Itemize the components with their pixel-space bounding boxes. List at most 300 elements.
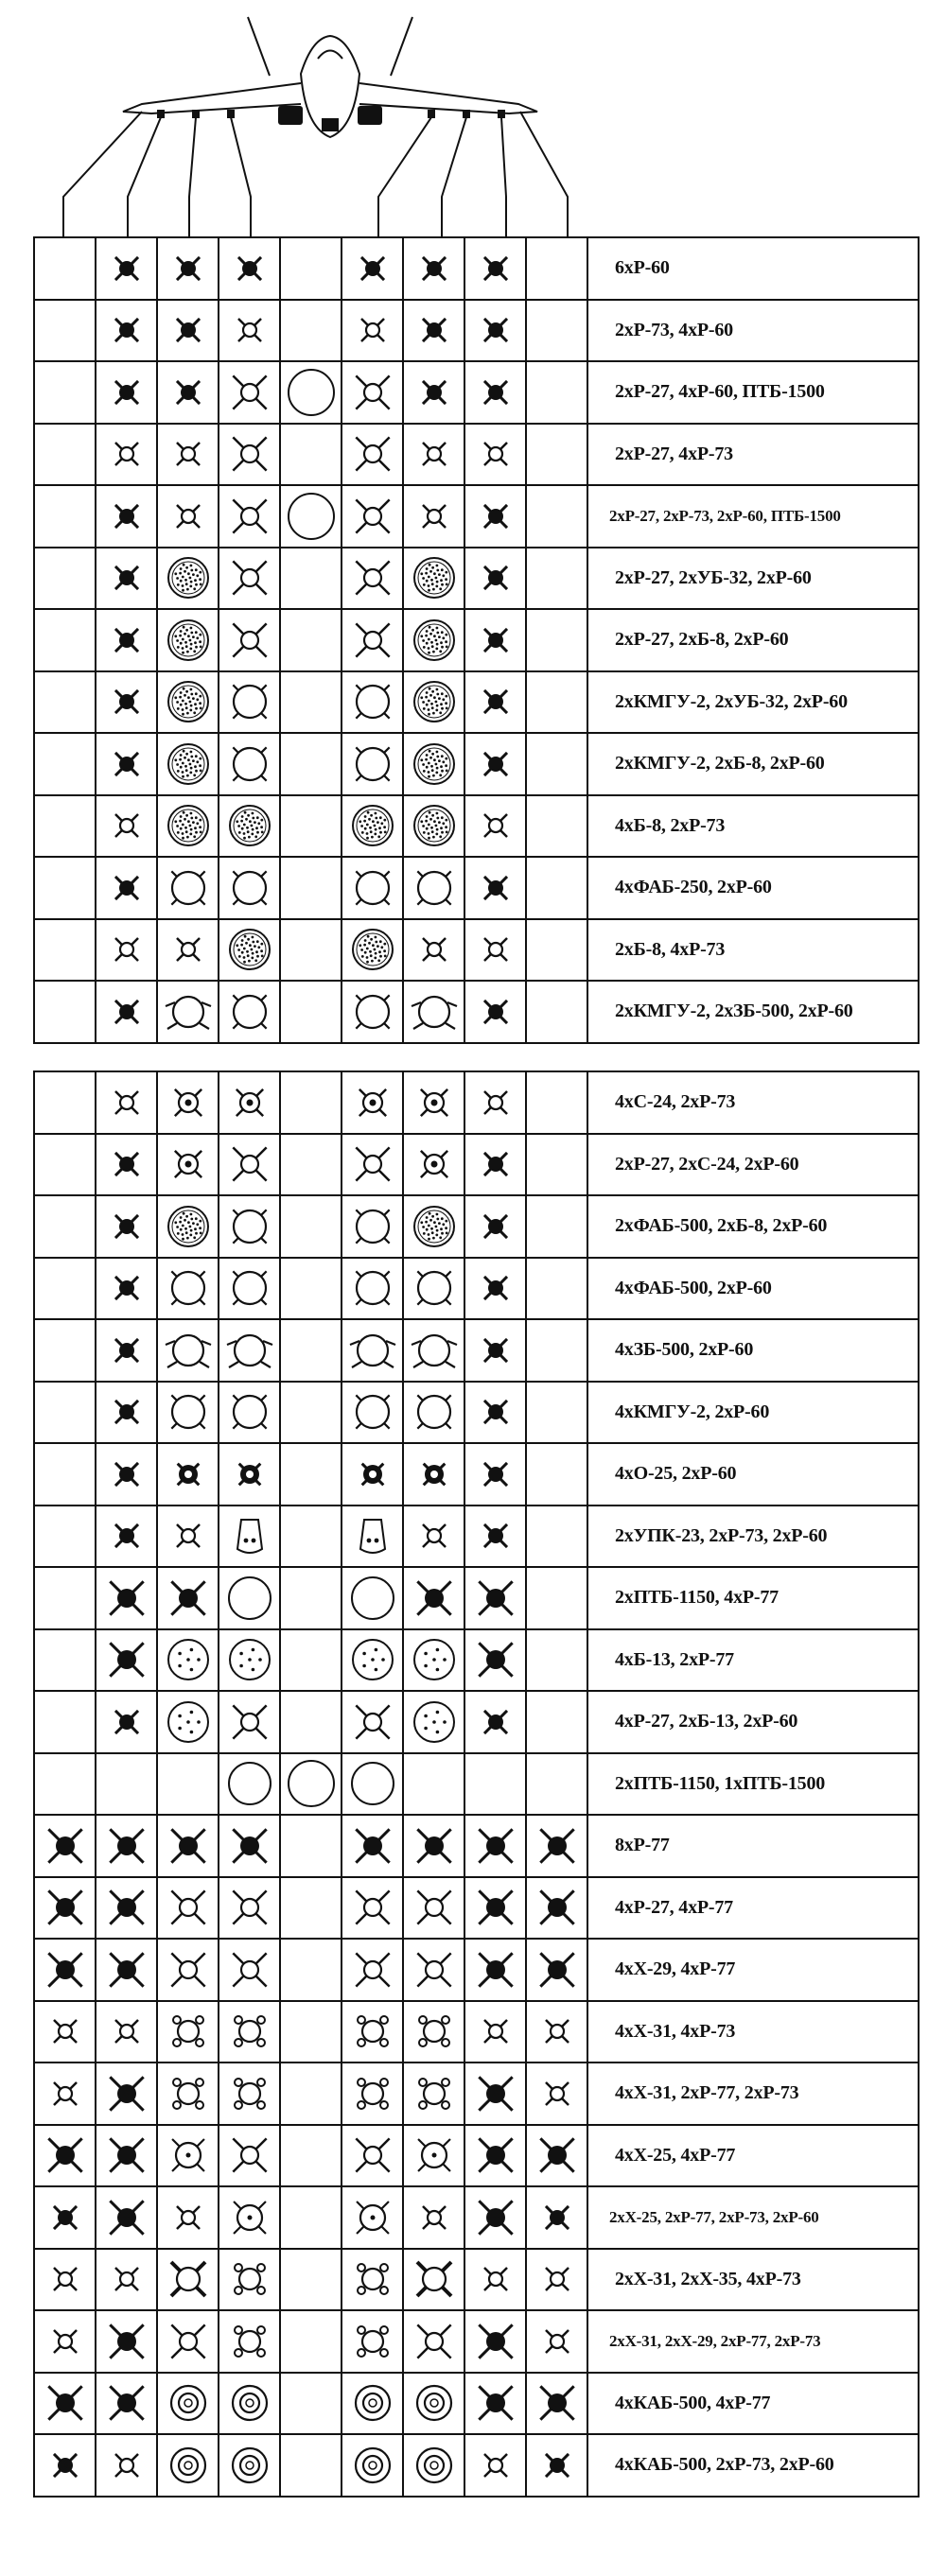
station-cell	[281, 486, 342, 547]
station-cell	[219, 858, 281, 918]
small-missile-open-icon	[101, 2006, 152, 2057]
loadout-row	[35, 1692, 920, 1754]
small-missile-open-icon	[101, 924, 152, 975]
small-missile-open-icon	[40, 2254, 91, 2305]
station-cell	[35, 982, 96, 1042]
small-missile-filled-icon	[101, 986, 152, 1037]
station-cell	[527, 1692, 588, 1752]
large-missile-open-icon	[224, 367, 275, 418]
fuel-tank-icon	[286, 491, 337, 542]
station-cell	[35, 1196, 96, 1257]
station-cell	[96, 1072, 158, 1133]
station-cell	[219, 982, 281, 1042]
station-cell	[219, 2311, 281, 2372]
station-cell	[342, 425, 404, 485]
station-cell	[404, 548, 465, 609]
large-missile-filled-icon	[101, 1820, 152, 1871]
station-cell	[465, 486, 527, 547]
large-missile-filled-icon	[470, 2130, 521, 2181]
station-cell	[527, 362, 588, 423]
loadout-row	[35, 548, 920, 611]
large-missile-open-icon	[409, 1882, 460, 1933]
station-cell	[281, 1754, 342, 1815]
station-cell	[96, 2250, 158, 2310]
station-cell	[219, 1506, 281, 1567]
station-cell	[35, 548, 96, 609]
station-cell	[342, 2126, 404, 2186]
station-cell	[465, 920, 527, 981]
large-missile-open-icon	[347, 552, 398, 603]
small-missile-filled-icon	[101, 1510, 152, 1561]
loadout-label: 4хФАБ-250, 2хР-60	[588, 858, 920, 918]
small-missile-filled-icon	[101, 1139, 152, 1190]
large-missile-open-icon	[224, 1697, 275, 1748]
station-cell	[404, 1692, 465, 1752]
winged-bomb-icon	[347, 1325, 398, 1376]
station-cell	[404, 1878, 465, 1939]
loadout-label: 4хХ-29, 4хР-77	[588, 1940, 920, 2000]
station-cell	[96, 1196, 158, 1257]
station-cell	[35, 425, 96, 485]
station-cell	[465, 1754, 527, 1815]
station-cell	[527, 238, 588, 299]
large-missile-filled-icon	[163, 1820, 214, 1871]
canopy	[318, 51, 342, 60]
large-missile-open-icon	[347, 1139, 398, 1190]
station-cell	[342, 2187, 404, 2248]
station-cell	[342, 301, 404, 361]
bomb-icon	[347, 986, 398, 1037]
rocket-pod-icon	[224, 800, 275, 851]
station-cell	[96, 1259, 158, 1319]
station-cell	[465, 2374, 527, 2434]
station-cell	[465, 1072, 527, 1133]
station-cell	[96, 425, 158, 485]
station-cell	[465, 1383, 527, 1443]
large-missile-open-icon	[347, 1944, 398, 1995]
loadout-label: 2хПТБ-1150, 1хПТБ-1500	[588, 1754, 920, 1815]
station-cell	[96, 548, 158, 609]
station-cell	[465, 796, 527, 857]
rocket-pod-icon	[163, 676, 214, 727]
kh25-missile-icon	[224, 2192, 275, 2243]
large-missile-filled-icon	[470, 2316, 521, 2367]
station-cell	[158, 2311, 219, 2372]
guided-bomb-icon	[163, 2440, 214, 2491]
loadout-label: 2хР-27, 2хР-73, 2хР-60, ПТБ-1500	[588, 486, 920, 547]
station-cell	[465, 1196, 527, 1257]
station-cell	[219, 2126, 281, 2186]
station-cell	[96, 1940, 158, 2000]
large-missile-filled-icon	[163, 1573, 214, 1624]
station-cell	[527, 858, 588, 918]
station-cell	[35, 301, 96, 361]
winged-bomb-icon	[409, 986, 460, 1037]
station-cell	[342, 1196, 404, 1257]
large-missile-filled-icon	[101, 2316, 152, 2367]
station-cell	[527, 1754, 588, 1815]
loadout-label: 4хХ-31, 2хР-77, 2хР-73	[588, 2063, 920, 2124]
small-missile-filled-icon	[470, 986, 521, 1037]
small-missile-filled-icon	[470, 1201, 521, 1252]
large-missile-filled-icon	[532, 2130, 583, 2181]
station-cell	[465, 362, 527, 423]
fuel-tank-icon	[347, 1573, 398, 1624]
station-cell	[281, 548, 342, 609]
station-cell	[281, 425, 342, 485]
station-cell	[219, 362, 281, 423]
station-cell	[404, 858, 465, 918]
station-cell	[527, 1940, 588, 2000]
station-cell	[527, 1196, 588, 1257]
station-cell	[465, 2250, 527, 2310]
station-cell	[342, 2063, 404, 2124]
station-cell	[404, 486, 465, 547]
o25-rocket-icon	[224, 1449, 275, 1500]
loadout-row	[35, 362, 920, 425]
large-missile-open-icon	[163, 1882, 214, 1933]
kh31-missile-icon	[347, 2316, 398, 2367]
station-cell	[281, 1072, 342, 1133]
small-missile-filled-icon	[101, 1201, 152, 1252]
station-cell	[158, 1940, 219, 2000]
station-cell	[158, 1444, 219, 1505]
station-cell	[342, 1320, 404, 1381]
bomb-icon	[409, 1262, 460, 1314]
bomb-icon	[224, 676, 275, 727]
station-cell	[527, 2250, 588, 2310]
small-missile-filled-icon	[470, 367, 521, 418]
large-missile-filled-icon	[470, 1573, 521, 1624]
station-cell	[96, 1754, 158, 1815]
station-cell	[281, 301, 342, 361]
station-cell	[527, 796, 588, 857]
small-missile-filled-icon	[101, 1325, 152, 1376]
station-cell	[404, 1568, 465, 1628]
small-missile-filled-icon	[101, 1697, 152, 1748]
large-missile-open-icon	[347, 1697, 398, 1748]
small-missile-open-icon	[163, 924, 214, 975]
small-missile-open-icon	[409, 924, 460, 975]
station-cell	[158, 858, 219, 918]
station-cell	[465, 1135, 527, 1195]
large-missile-filled-icon	[40, 1944, 91, 1995]
large-missile-open-icon	[224, 1882, 275, 1933]
guided-bomb-icon	[347, 2440, 398, 2491]
bomb-icon	[163, 1262, 214, 1314]
station-cell	[219, 672, 281, 733]
station-cell	[158, 982, 219, 1042]
loadout-label: 4хКМГУ-2, 2хР-60	[588, 1383, 920, 1443]
station-cell	[465, 734, 527, 794]
station-cell	[527, 2187, 588, 2248]
large-missile-filled-icon	[101, 2130, 152, 2181]
station-cell	[465, 1444, 527, 1505]
loadout-row	[35, 672, 920, 735]
station-cell	[281, 2250, 342, 2310]
station-cell	[342, 1754, 404, 1815]
station-cell	[404, 982, 465, 1042]
station-cell	[281, 1878, 342, 1939]
bomb-icon	[224, 986, 275, 1037]
station-cell	[96, 1630, 158, 1691]
station-cell	[219, 1259, 281, 1319]
station-cell	[35, 486, 96, 547]
small-missile-open-icon	[163, 491, 214, 542]
station-cell	[96, 734, 158, 794]
station-cell	[96, 2002, 158, 2063]
fuel-tank-icon	[224, 1758, 275, 1809]
station-cell	[342, 1940, 404, 2000]
loadout-label: 4хС-24, 2хР-73	[588, 1072, 920, 1133]
loadout-row	[35, 2063, 920, 2126]
large-missile-open-icon	[224, 2130, 275, 2181]
station-cell	[281, 1568, 342, 1628]
station-cell	[342, 2250, 404, 2310]
station-cell	[404, 672, 465, 733]
small-missile-filled-icon	[470, 1697, 521, 1748]
station-cell	[527, 1320, 588, 1381]
station-cell	[35, 2435, 96, 2496]
station-cell	[404, 2311, 465, 2372]
small-missile-open-icon	[347, 305, 398, 356]
left-wing	[123, 83, 301, 113]
loadout-label: 4хХ-31, 4хР-73	[588, 2002, 920, 2063]
guided-bomb-icon	[409, 2440, 460, 2491]
station-cell	[404, 2063, 465, 2124]
loadout-row	[35, 1196, 920, 1259]
station-cell	[342, 1630, 404, 1691]
station-cell	[219, 1444, 281, 1505]
bomb-icon	[409, 1386, 460, 1437]
station-cell	[35, 1568, 96, 1628]
large-missile-open-icon	[347, 615, 398, 666]
station-cell	[281, 1259, 342, 1319]
station-cell	[342, 858, 404, 918]
station-cell	[465, 1320, 527, 1381]
kh35-missile-icon	[409, 2254, 460, 2305]
station-cell	[527, 2374, 588, 2434]
station-cell	[219, 548, 281, 609]
loadout-row	[35, 425, 920, 487]
station-cell	[35, 796, 96, 857]
station-cell	[219, 2374, 281, 2434]
kh31-missile-icon	[163, 2006, 214, 2057]
small-missile-filled-icon	[470, 676, 521, 727]
small-missile-open-icon	[409, 2192, 460, 2243]
kh31-missile-icon	[347, 2254, 398, 2305]
kh25-missile-icon	[409, 2130, 460, 2181]
station-cell	[158, 2187, 219, 2248]
kh35-missile-icon	[163, 2254, 214, 2305]
station-cell	[158, 548, 219, 609]
large-missile-filled-icon	[409, 1573, 460, 1624]
station-cell	[281, 858, 342, 918]
guided-bomb-icon	[224, 2377, 275, 2428]
station-cell	[158, 1072, 219, 1133]
station-cell	[96, 2374, 158, 2434]
loadout-label: 2хР-27, 4хР-60, ПТБ-1500	[588, 362, 920, 423]
station-cell	[465, 2063, 527, 2124]
station-cell	[404, 734, 465, 794]
station-cell	[35, 2063, 96, 2124]
kh25-missile-icon	[347, 2192, 398, 2243]
station-cell	[465, 301, 527, 361]
large-missile-filled-icon	[470, 2192, 521, 2243]
small-missile-filled-icon	[101, 1386, 152, 1437]
loadout-row	[35, 1754, 920, 1817]
station-cell	[96, 2187, 158, 2248]
station-cell	[404, 2126, 465, 2186]
loadout-label: 4хКАБ-500, 4хР-77	[588, 2374, 920, 2434]
station-cell	[465, 2002, 527, 2063]
station-cell	[527, 2126, 588, 2186]
station-cell	[158, 2002, 219, 2063]
rocket-pod-icon	[409, 800, 460, 851]
station-cell	[465, 425, 527, 485]
loadout-label: 8хР-77	[588, 1816, 920, 1876]
loadout-row	[35, 486, 920, 548]
small-missile-filled-icon	[40, 2192, 91, 2243]
station-cell	[219, 238, 281, 299]
bomb-icon	[347, 1386, 398, 1437]
station-cell	[158, 610, 219, 670]
station-cell	[219, 2187, 281, 2248]
loadout-label: 2хУПК-23, 2хР-73, 2хР-60	[588, 1506, 920, 1567]
winged-bomb-icon	[163, 1325, 214, 1376]
small-missile-open-icon	[101, 800, 152, 851]
station-cell	[96, 920, 158, 981]
station-cell	[465, 1630, 527, 1691]
station-cell	[96, 1568, 158, 1628]
small-missile-filled-icon	[163, 305, 214, 356]
station-cell	[404, 301, 465, 361]
o25-rocket-icon	[409, 1449, 460, 1500]
small-missile-filled-icon	[470, 862, 521, 914]
station-cell	[281, 2311, 342, 2372]
station-cell	[342, 1878, 404, 1939]
station-cell	[527, 672, 588, 733]
loadout-label: 2хБ-8, 4хР-73	[588, 920, 920, 981]
b13-pod-icon	[163, 1634, 214, 1685]
large-missile-open-icon	[163, 1944, 214, 1995]
station-cell	[342, 1444, 404, 1505]
loadout-row	[35, 1383, 920, 1445]
station-cell	[404, 1816, 465, 1876]
station-cell	[35, 1072, 96, 1133]
station-cell	[96, 610, 158, 670]
station-cell	[527, 1630, 588, 1691]
small-missile-filled-icon	[163, 243, 214, 294]
loadout-row	[35, 1444, 920, 1506]
station-cell	[465, 1568, 527, 1628]
station-cell	[404, 1196, 465, 1257]
small-missile-open-icon	[163, 428, 214, 479]
winged-bomb-icon	[224, 1325, 275, 1376]
station-cell	[404, 238, 465, 299]
station-cell	[96, 672, 158, 733]
station-cell	[35, 734, 96, 794]
station-cell	[404, 1135, 465, 1195]
station-cell	[342, 2374, 404, 2434]
station-cell	[465, 1692, 527, 1752]
station-cell	[527, 1444, 588, 1505]
loadout-row	[35, 238, 920, 301]
station-cell	[465, 672, 527, 733]
small-missile-open-icon	[532, 2068, 583, 2119]
small-missile-filled-icon	[101, 305, 152, 356]
station-cell	[281, 1506, 342, 1567]
station-cell	[342, 486, 404, 547]
kh31-missile-icon	[163, 2068, 214, 2119]
large-missile-filled-icon	[40, 1882, 91, 1933]
station-cell	[281, 1940, 342, 2000]
station-cell	[465, 858, 527, 918]
b13-pod-icon	[409, 1634, 460, 1685]
station-cell	[219, 1196, 281, 1257]
kh31-missile-icon	[409, 2006, 460, 2057]
fuel-tank-icon	[286, 1758, 337, 1809]
large-missile-filled-icon	[532, 1820, 583, 1871]
loadout-row	[35, 1072, 920, 1135]
bomb-icon	[224, 1386, 275, 1437]
station-cell	[404, 2187, 465, 2248]
station-cell	[527, 486, 588, 547]
station-cell	[465, 1940, 527, 2000]
bomb-icon	[163, 1386, 214, 1437]
station-cell	[158, 1692, 219, 1752]
bomb-icon	[347, 1262, 398, 1314]
bomb-icon	[224, 1262, 275, 1314]
kh31-missile-icon	[224, 2316, 275, 2367]
loadout-row	[35, 1568, 920, 1630]
station-cell	[465, 2126, 527, 2186]
large-missile-filled-icon	[470, 1882, 521, 1933]
large-missile-filled-icon	[101, 1634, 152, 1685]
loadout-label: 2хПТБ-1150, 4хР-77	[588, 1568, 920, 1628]
station-cell	[96, 238, 158, 299]
loadout-label: 4хЗБ-500, 2хР-60	[588, 1320, 920, 1381]
station-cell	[158, 796, 219, 857]
guided-bomb-icon	[224, 2440, 275, 2491]
large-missile-filled-icon	[101, 2068, 152, 2119]
station-cell	[96, 2311, 158, 2372]
loadout-label: 4хФАБ-500, 2хР-60	[588, 1259, 920, 1319]
loadout-row	[35, 1630, 920, 1693]
bomb-icon	[224, 1201, 275, 1252]
aircraft-silhouette	[0, 0, 946, 236]
small-missile-filled-icon	[470, 491, 521, 542]
vertical-fins	[248, 17, 412, 76]
station-cell	[404, 2435, 465, 2496]
b13-pod-icon	[163, 1697, 214, 1748]
loadout-row	[35, 610, 920, 672]
station-cell	[158, 1506, 219, 1567]
small-missile-filled-icon	[409, 367, 460, 418]
kh31-missile-icon	[409, 2068, 460, 2119]
large-missile-filled-icon	[532, 2377, 583, 2428]
large-missile-filled-icon	[470, 1634, 521, 1685]
station-cell	[219, 610, 281, 670]
small-missile-open-icon	[409, 428, 460, 479]
station-cell	[342, 1816, 404, 1876]
right-wing	[359, 83, 537, 113]
station-cell	[342, 1692, 404, 1752]
loadout-row	[35, 2374, 920, 2436]
kh25-missile-icon	[163, 2130, 214, 2181]
large-missile-open-icon	[409, 1944, 460, 1995]
large-missile-open-icon	[224, 428, 275, 479]
